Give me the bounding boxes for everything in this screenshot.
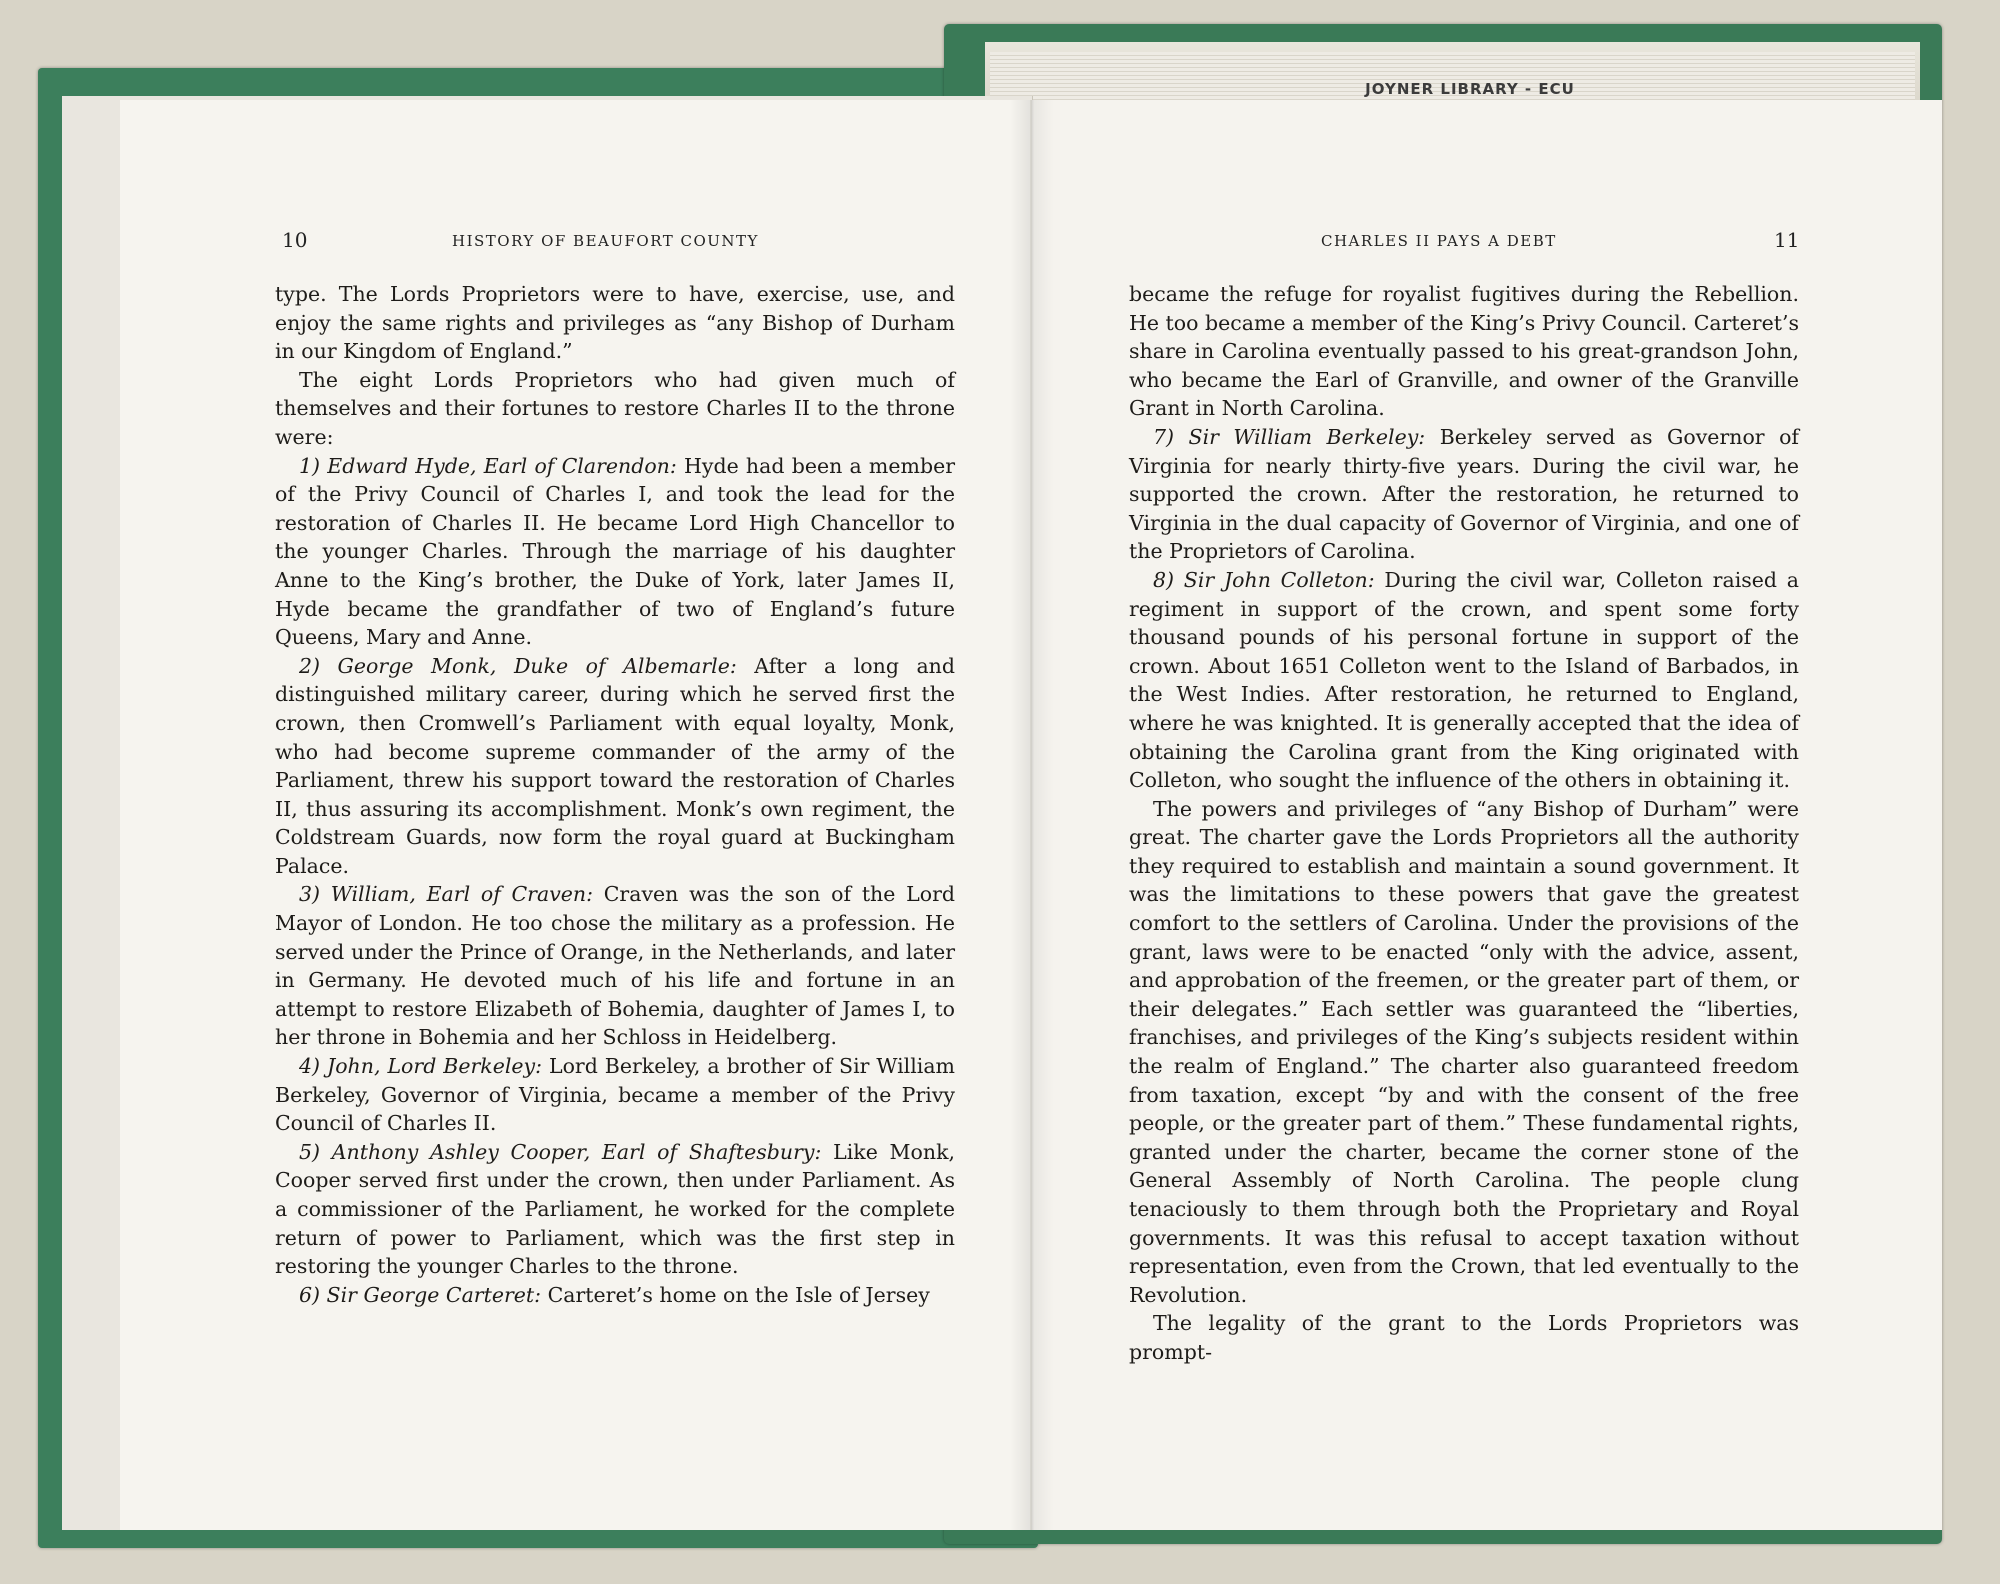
- paragraph: 5) Anthony Ashley Cooper, Earl of Shaftesbury: Like Monk, Cooper served first under the crown, then under Parliament. As a commissioner of the Parliament, he worked for the complete return of power to Parliament, which was the first step in restoring the younger Charles to the throne.: [275, 1139, 956, 1279]
- paragraph: 7) Sir William Berkeley: Berkeley served as Governor of Virginia for nearly thirty-five years. During the civil war, he supported the crown. After the restoration, he returned to Virginia in the dual capacity of Governor of Virginia, and one of the Proprietors of Carolina.: [1129, 424, 1799, 564]
- paragraph: 8) Sir John Colleton: During the civil war, Colleton raised a regiment in support of the crown, and spent some forty thousand pounds of his personal fortune in support of the crown. About 1651 Colleton went to the Island of Barbados, in the West Indies. After restoration, he returned to England, where he was knighted. It is generally accepted that the idea of obtaining the Carolina grant from the King originated with Colleton, who sought the influence of the others in obtaining it.: [1129, 567, 1800, 793]
- entry-lead: 6) Sir George Carteret:: [299, 1282, 542, 1307]
- right-page-number: 11: [1774, 228, 1800, 252]
- paragraph: The powers and privileges of “any Bishop of Durham” were great. The charter gave the Lords Proprietors all the authority they required to establish and maintain a sound government. It was the limitations to these powers that gave the greatest comfort to the settlers of Carolina. Under the provisions of the grant, laws were to be enacted “only with the advice, assent, and approbation of the freemen, or the greater part of them, or their delegates.” Each settler was guaranteed the “liberties, franchises, and privileges of the King’s subjects resident within the realm of England.” The charter also guaranteed freedom from taxation, except “by and with the consent of the free people, or the greater part of them.” These fundamental rights, granted under the charter, became the corner stone of the General Assembly of North Carolina. The people clung tenaciously to them through both the Proprietary and Royal governments. It was this refusal to accept taxation without representation, even from the Crown, that led eventually to the Revolution.: [1129, 796, 1799, 1307]
- left-page: [120, 100, 1030, 1530]
- entry-lead: 7) Sir William Berkeley:: [1153, 424, 1426, 449]
- paragraph: 3) William, Earl of Craven: Craven was the son of the Lord Mayor of London. He too chose the military as a profession. He served under the Prince of Orange, in the Netherlands, and later in Germany. He devoted much of his life and fortune in an attempt to restore Elizabeth of Bohemia, daughter of James I, to her throne in Bohemia and her Schloss in Heidelberg.: [275, 882, 955, 1050]
- right-page: [1032, 100, 1942, 1530]
- entry-lead: 3) William, Earl of Craven:: [299, 882, 594, 907]
- entry-lead: 1) Edward Hyde, Earl of Clarendon:: [299, 453, 677, 478]
- left-running-head: HISTORY OF BEAUFORT COUNTY: [452, 232, 759, 250]
- right-page-body: [1129, 280, 1799, 1367]
- right-running-head: CHARLES II PAYS A DEBT: [1321, 232, 1557, 250]
- entry-lead: 5) Anthony Ashley Cooper, Earl of Shaftesbury:: [299, 1139, 822, 1164]
- left-page-body: [275, 280, 955, 1309]
- paragraph: 4) John, Lord Berkeley: Lord Berkeley, a brother of Sir William Berkeley, Governor of Virginia, became a member of the Privy Council of Charles II.: [275, 1054, 956, 1136]
- paragraph: type. The Lords Proprietors were to have, exercise, use, and enjoy the same rights and privileges as “any Bishop of Durham in our Kingdom of England.”: [275, 282, 955, 364]
- entry-lead: 2) George Monk, Duke of Albemarle:: [299, 653, 737, 678]
- left-page-number: 10: [282, 228, 308, 252]
- entry-lead: 4) John, Lord Berkeley:: [299, 1054, 543, 1079]
- paragraph: The legality of the grant to the Lords Proprietors was prompt-: [1129, 1311, 1799, 1364]
- paragraph: 6) Sir George Carteret: Carteret’s home on the Isle of Jersey: [299, 1282, 930, 1307]
- entry-lead: 8) Sir John Colleton:: [1153, 567, 1375, 592]
- paragraph: became the refuge for royalist fugitives during the Rebellion. He too became a member of the King’s Privy Council. Carteret’s share in Carolina eventually passed to his great-grandson John, who became the Earl of Granville, and owner of the Granville Grant in North Carolina.: [1129, 282, 1799, 421]
- paragraph: 1) Edward Hyde, Earl of Clarendon: Hyde had been a member of the Privy Council of Charles I, and took the lead for the restoration of Charles II. He became Lord High Chancellor to the younger Charles. Through the marriage of his daughter Anne to the King’s brother, the Duke of York, later James II, Hyde became the grandfather of two of England’s future Queens, Mary and Anne.: [275, 453, 955, 650]
- book-gutter: [1010, 100, 1054, 1530]
- paragraph: The eight Lords Proprietors who had given much of themselves and their fortunes to restore Charles II to the throne were:: [275, 367, 955, 449]
- library-stamp: JOYNER LIBRARY - ECU: [1365, 80, 1575, 98]
- paragraph: 2) George Monk, Duke of Albemarle: After a long and distinguished military career, during which he served first the crown, then Cromwell’s Parliament with equal loyalty, Monk, who had become supreme commander of the army of the Parliament, threw his support toward the restoration of Charles II, thus assuring its accomplishment. Monk’s own regiment, the Coldstream Guards, now form the royal guard at Buckingham Palace.: [275, 653, 955, 878]
